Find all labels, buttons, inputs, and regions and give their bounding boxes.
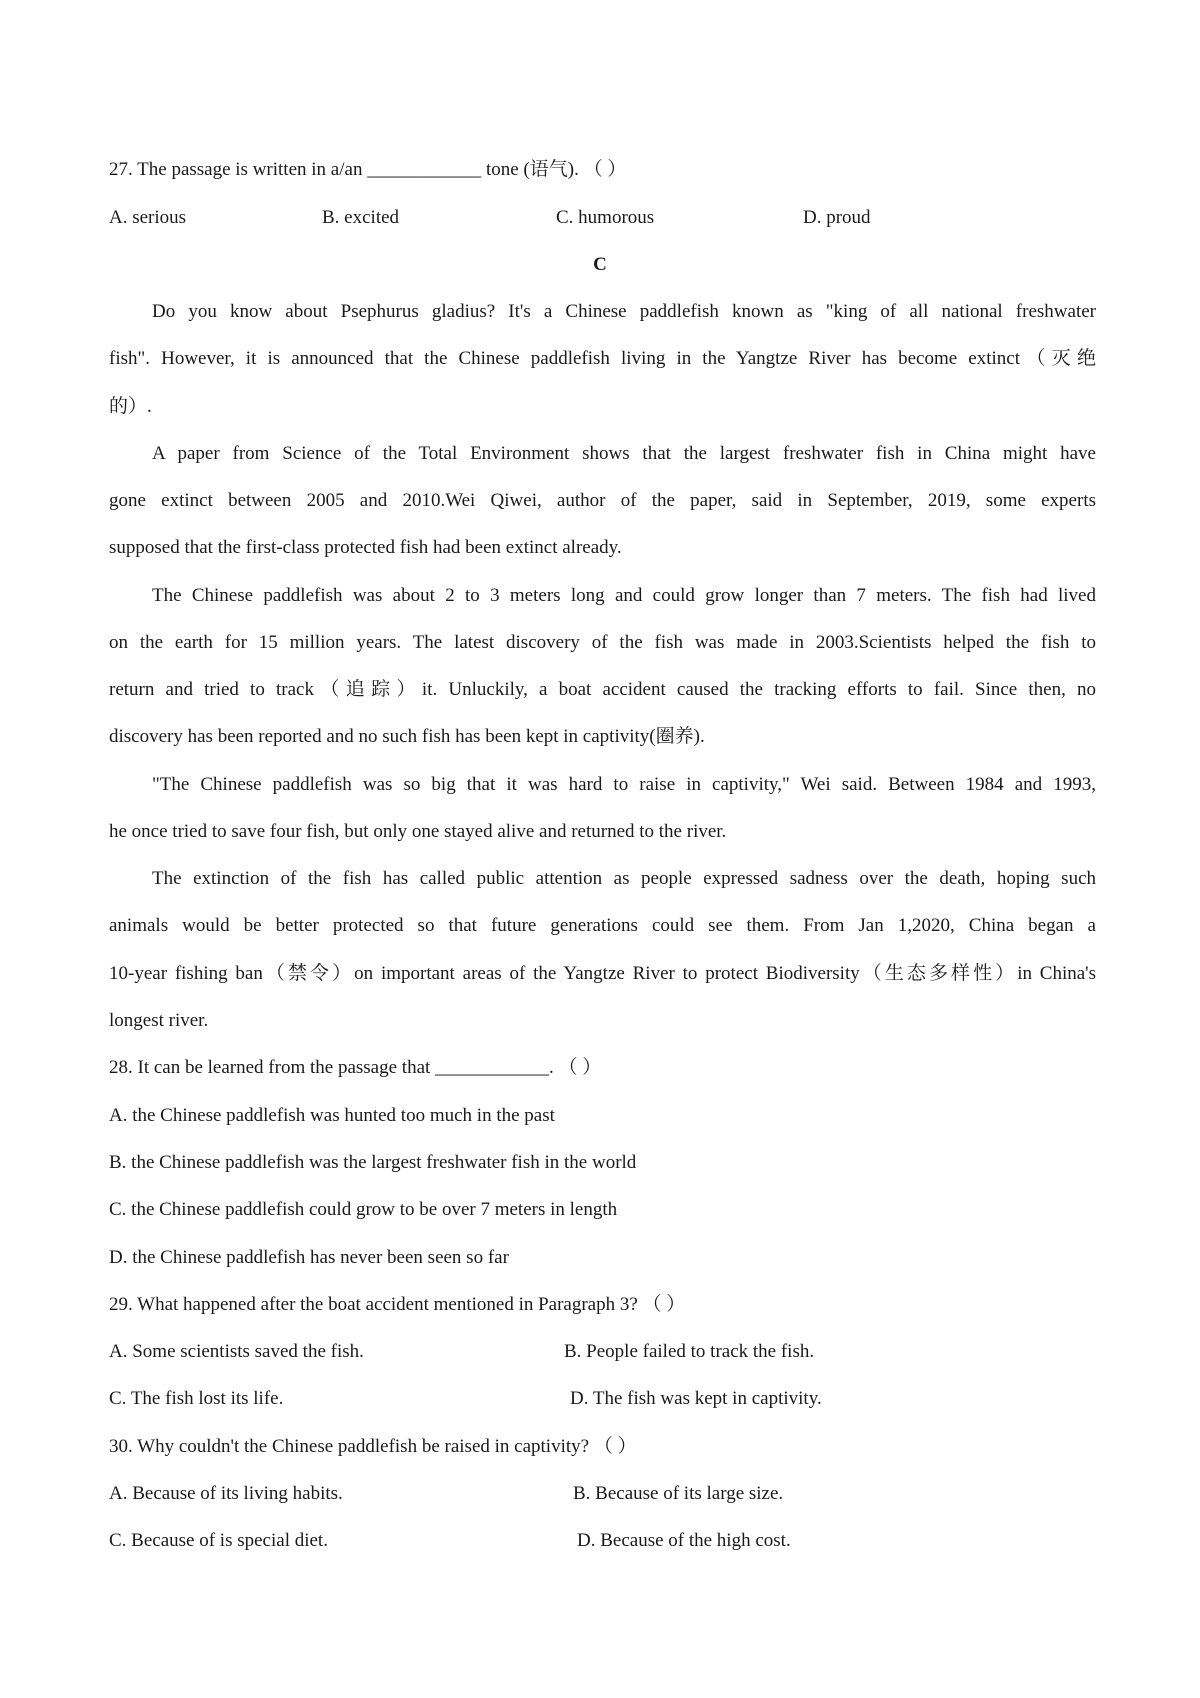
question-28-option-b: B. the Chinese paddlefish was the largest freshwater fish in the world <box>109 1152 637 1173</box>
passage-line: fish". However, it is announced that the Chinese paddlefish living in the Yangtze River has become extinct（灭绝 <box>109 348 1096 369</box>
question-27-option-c: C. humorous <box>556 207 655 228</box>
passage-line: he once tried to save four fish, but only one stayed alive and returned to the river. <box>109 821 727 842</box>
passage-line: Do you know about Psephurus gladius? It's a Chinese paddlefish known as "king of all national freshwater <box>152 301 1096 322</box>
passage-line: on the earth for 15 million years. The latest discovery of the fish was made in 2003.Scientists helped the fish to <box>109 632 1096 653</box>
passage-line: return and tried to track（追踪）it. Unluckily, a boat accident caused the tracking efforts to fail. Since then, no <box>109 679 1096 700</box>
passage-line: gone extinct between 2005 and 2010.Wei Qiwei, author of the paper, said in September, 2019, some experts <box>109 490 1096 511</box>
passage-line: longest river. <box>109 1010 209 1031</box>
question-30-option-a: A. Because of its living habits. <box>109 1483 343 1504</box>
passage-line: animals would be better protected so that future generations could see them. From Jan 1,2020, China began a <box>109 915 1096 936</box>
passage-line: 10-year fishing ban（禁令）on important areas of the Yangtze River to protect Biodiversity（生态多样性）in China's <box>109 963 1096 984</box>
question-30-option-c: C. Because of is special diet. <box>109 1530 328 1551</box>
question-28-option-c: C. the Chinese paddlefish could grow to be over 7 meters in length <box>109 1199 618 1220</box>
passage-line: 的）. <box>109 396 152 417</box>
question-29-stem: 29. What happened after the boat accident mentioned in Paragraph 3? （ ） <box>109 1294 686 1315</box>
passage-line: discovery has been reported and no such fish has been kept in captivity(圈养). <box>109 726 705 747</box>
question-27-option-d: D. proud <box>803 207 871 228</box>
question-30-option-d: D. Because of the high cost. <box>577 1530 791 1551</box>
question-28-option-a: A. the Chinese paddlefish was hunted too much in the past <box>109 1105 555 1126</box>
question-30-stem: 30. Why couldn't the Chinese paddlefish be raised in captivity? （ ） <box>109 1436 637 1457</box>
question-29-option-d: D. The fish was kept in captivity. <box>570 1388 822 1409</box>
question-28-stem: 28. It can be learned from the passage that ____________. （ ） <box>109 1057 602 1078</box>
section-heading: C <box>593 254 607 275</box>
passage-line: The extinction of the fish has called public attention as people expressed sadness over the death, hoping such <box>152 868 1096 889</box>
passage-line: The Chinese paddlefish was about 2 to 3 meters long and could grow longer than 7 meters. The fish had lived <box>152 585 1096 606</box>
question-29-option-c: C. The fish lost its life. <box>109 1388 284 1409</box>
question-27-option-b: B. excited <box>322 207 400 228</box>
passage-line: A paper from Science of the Total Environment shows that the largest freshwater fish in China might have <box>152 443 1096 464</box>
passage-line: "The Chinese paddlefish was so big that it was hard to raise in captivity," Wei said. Between 1984 and 1993, <box>152 774 1096 795</box>
passage-line: supposed that the first-class protected fish had been extinct already. <box>109 537 622 558</box>
question-30-option-b: B. Because of its large size. <box>573 1483 784 1504</box>
question-27-option-a: A. serious <box>109 207 187 228</box>
question-27-stem: 27. The passage is written in a/an ____________ tone (语气). （ ） <box>109 159 627 180</box>
question-28-option-d: D. the Chinese paddlefish has never been seen so far <box>109 1247 509 1268</box>
question-29-option-a: A. Some scientists saved the fish. <box>109 1341 364 1362</box>
question-29-option-b: B. People failed to track the fish. <box>564 1341 815 1362</box>
